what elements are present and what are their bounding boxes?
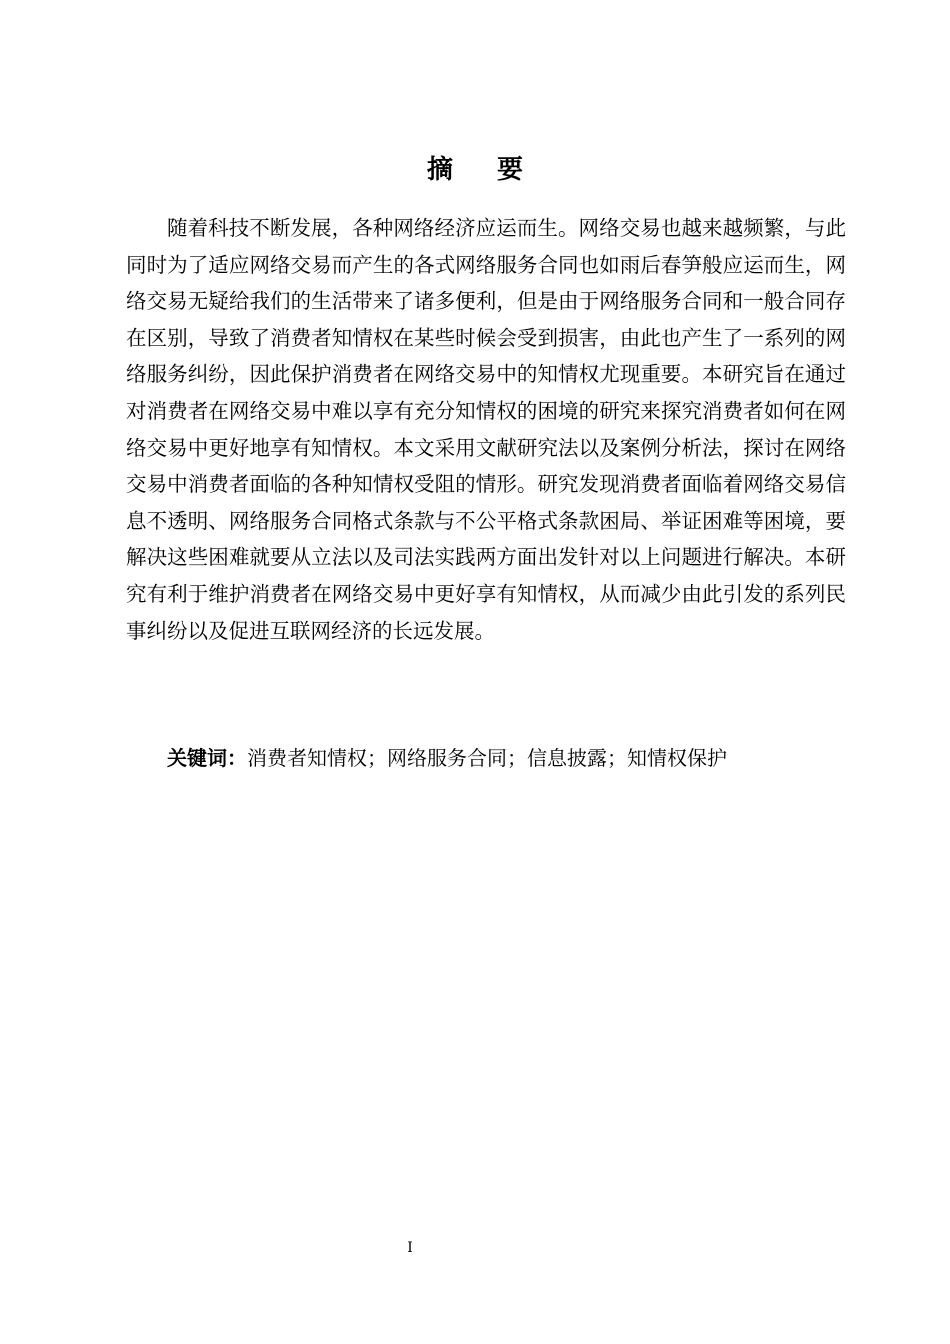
keywords-value: 消费者知情权；网络服务合同；信息披露；知情权保护 [247, 746, 727, 770]
abstract-title-char-2: 要 [497, 155, 524, 185]
abstract-title-char-1: 摘 [426, 155, 453, 185]
abstract-title [0, 150, 950, 190]
page-number: I [407, 1240, 413, 1256]
keywords-label: 关键词： [167, 746, 247, 770]
abstract-body: 随着科技不断发展，各种网络经济应运而生。网络交易也越来越频繁，与此同时为了适应网络交易而产生的各式网络服务合同也如雨后春笋般应运而生，网络交易无疑给我们的生活带来了诸多便利，但是由于网络服务合同和一般合同存在区别，导致了消费者知情权在某些时候会受到损害，由此也产生了一系列的网络服务纠纷，因此保护消费者在网络交易中的知情权尤现重要。本研究旨在通过对消费者在网络交易中难以享有充分知情权的困境的研究来探究消费者如何在网络交易中更好地享有知情权。本文采用文献研究法以及案例分析法，探讨在网络交易中消费者面临的各种知情权受阻的情形。研究发现消费者面临着网络交易信息不透明、网络服务合同格式条款与不公平格式条款困局、举证困难等困境，要解决这些困难就要从立法以及司法实践两方面出发针对以上问题进行解决。本研究有利于维护消费者在网络交易中更好享有知情权，从而减少由此引发的系列民事纠纷以及促进互联网经济的长远发展。 [126, 216, 846, 643]
keywords-line [167, 740, 847, 776]
